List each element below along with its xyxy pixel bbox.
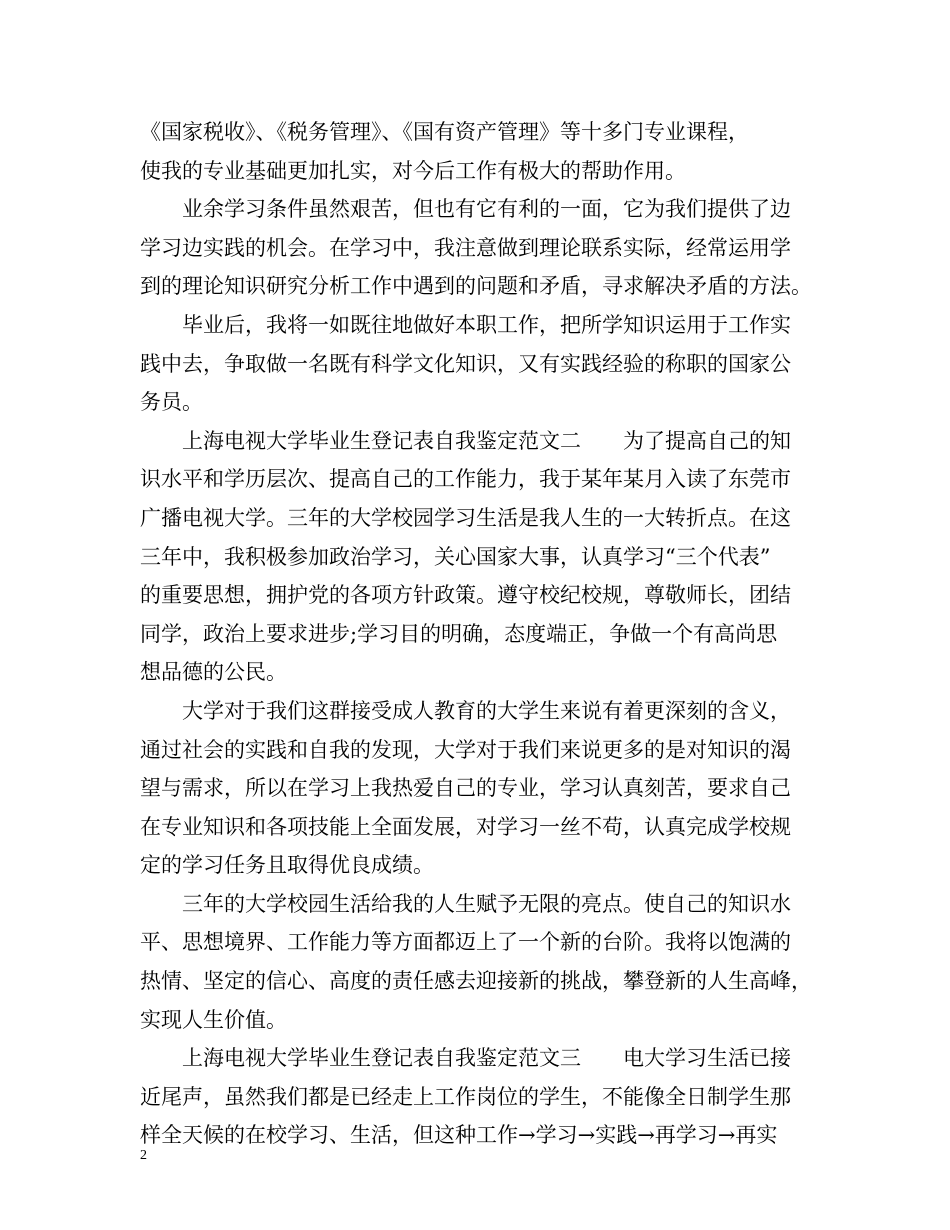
text-line: 毕业后，我将一如既往地做好本职工作，把所学知识运用于工作实 [182, 312, 791, 337]
text-line: 使我的专业基础更加扎实，对今后工作有极大的帮助作用。 [140, 158, 686, 183]
text-line: 三年中，我积极参加政治学习，关心国家大事，认真学习“三个代表” [140, 544, 771, 569]
text-line: 大学对于我们这群接受成人教育的大学生来说有着更深刻的含义， [182, 698, 791, 723]
text-line: 上海电视大学毕业生登记表自我鉴定范文三 电大学习生活已接 [182, 1046, 791, 1071]
text-line: 想品德的公民。 [140, 660, 287, 685]
text-line: 同学，政治上要求进步;学习目的明确，态度端正，争做一个有高尚思 [140, 621, 778, 646]
text-line: 在专业知识和各项技能上全面发展，对学习一丝不苟，认真完成学校规 [140, 814, 791, 839]
text-line: 学习边实践的机会。在学习中，我注意做到理论联系实际，经常运用学 [140, 235, 791, 260]
text-line: 上海电视大学毕业生登记表自我鉴定范文二 为了提高自己的知 [182, 428, 791, 453]
text-line: 识水平和学历层次、提高自己的工作能力，我于某年某月入读了东莞市 [140, 467, 791, 492]
document-body [140, 113, 840, 1155]
text-line: 定的学习任务且取得优良成绩。 [140, 853, 434, 878]
text-line: 实现人生价值。 [140, 1007, 287, 1032]
text-line: 《国家税收》、《税务管理》、《国有资产管理》等十多门专业课程， [140, 120, 749, 144]
text-line: 样全天候的在校学习、生活，但这种工作→学习→实践→再学习→再实 [140, 1123, 778, 1148]
text-line: 平、思想境界、工作能力等方面都迈上了一个新的台阶。我将以饱满的 [140, 930, 791, 955]
page-number: 2 [140, 1148, 147, 1163]
text-line: 近尾声，虽然我们都是已经走上工作岗位的学生，不能像全日制学生那 [140, 1084, 791, 1109]
text-line: 通过社会的实践和自我的发现，大学对于我们来说更多的是对知识的渴 [140, 737, 791, 762]
text-line: 到的理论知识研究分析工作中遇到的问题和矛盾，寻求解决矛盾的方法。 [140, 274, 812, 299]
text-line: 三年的大学校园生活给我的人生赋予无限的亮点。使自己的知识水 [182, 891, 791, 916]
text-line: 广播电视大学。三年的大学校园学习生活是我人生的一大转折点。在这 [140, 505, 791, 530]
text-line: 业余学习条件虽然艰苦，但也有它有利的一面，它为我们提供了边 [182, 197, 791, 222]
text-line: 望与需求，所以在学习上我热爱自己的专业，学习认真刻苦，要求自己 [140, 776, 791, 801]
text-line: 热情、坚定的信心、高度的责任感去迎接新的挑战，攀登新的人生高峰， [140, 969, 812, 994]
text-line: 践中去，争取做一名既有科学文化知识，又有实践经验的称职的国家公 [140, 351, 791, 376]
text-line: 务员。 [140, 390, 203, 415]
text-line: 的重要思想，拥护党的各项方针政策。遵守校纪校规，尊敬师长，团结 [140, 583, 791, 608]
